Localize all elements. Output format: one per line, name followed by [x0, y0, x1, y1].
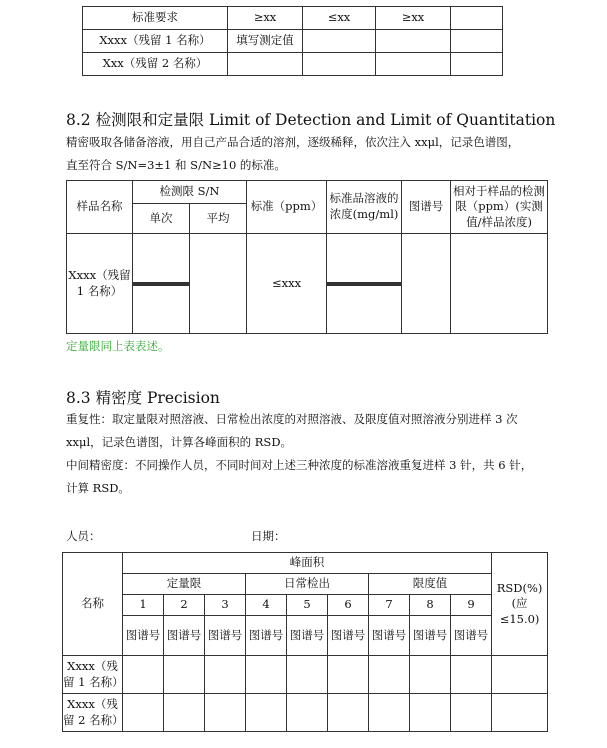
header-name: 名称 — [63, 553, 123, 656]
header-average: 平均 — [190, 204, 247, 234]
date-label: 日期： — [251, 529, 286, 543]
header-number: 2 — [164, 595, 205, 616]
table-row — [63, 553, 548, 574]
header-chrom: 图谱号 — [246, 616, 287, 656]
table-cell: ≥xx — [376, 7, 451, 30]
section-heading: 8.3 精密度 Precision — [66, 389, 220, 407]
header-group: 定量限 — [123, 574, 246, 595]
table-row — [63, 656, 548, 694]
table-cell — [303, 30, 376, 53]
header-chrom: 图谱号 — [287, 616, 328, 656]
header-number: 3 — [205, 595, 246, 616]
header-chrom: 图谱号 — [410, 616, 451, 656]
header-chrom: 图谱号 — [164, 616, 205, 656]
table-row — [67, 181, 548, 204]
header-group: 限度值 — [369, 574, 492, 595]
table-cell: Xxxx（残留 1 名称） — [83, 30, 228, 53]
header-concentration: 标准品溶液的浓度(mg/ml) — [327, 181, 402, 234]
row-name: Xxxx（残留 2 名称） — [63, 694, 123, 732]
header-number: 9 — [451, 595, 492, 616]
header-sample-name: 样品名称 — [67, 181, 133, 234]
table-cell — [451, 234, 548, 334]
header-number: 7 — [369, 595, 410, 616]
header-group: 日常检出 — [246, 574, 369, 595]
header-chrom: 图谱号 — [369, 616, 410, 656]
table-row — [63, 694, 548, 732]
header-number: 1 — [123, 595, 164, 616]
table-cell — [190, 234, 247, 334]
table-row — [83, 53, 503, 76]
header-number: 6 — [328, 595, 369, 616]
table-cell — [376, 30, 451, 53]
table-cell: 填写测定值 — [228, 30, 303, 53]
table-cell — [451, 7, 503, 30]
header-peak-area: 峰面积 — [123, 553, 492, 574]
table-cell: Xxx（残留 2 名称） — [83, 53, 228, 76]
sample-name-cell: Xxxx（残留 1 名称） — [67, 234, 133, 334]
header-standard: 标准（ppm） — [247, 181, 327, 234]
header-chrom: 图谱号 — [123, 616, 164, 656]
header-relative-limit: 相对于样品的检测限（ppm）(实测值/样品浓度) — [451, 181, 548, 234]
table-cell: ≤xx — [303, 7, 376, 30]
table-cell — [303, 53, 376, 76]
table-row — [83, 7, 503, 30]
header-sn: 检测限 S/N — [133, 181, 247, 204]
table-cell — [451, 30, 503, 53]
requirement-table — [82, 6, 503, 76]
table-cell — [451, 53, 503, 76]
header-number: 8 — [410, 595, 451, 616]
table-row — [83, 30, 503, 53]
paragraph: 重复性：取定量限对照溶液、日常检出浓度的对照溶液、及限度值对照溶液分别进样 3 次 xxμl，记录色谱图，计算各峰面积的 RSD。 中间精密度：不同操作人员，不同时间对上述三种浓度的标准溶液重复进样 3 针，共 6 针， 计算 RSD。 — [66, 412, 533, 495]
header-number: 4 — [246, 595, 287, 616]
table-cell — [228, 53, 303, 76]
table-row — [63, 595, 548, 616]
table-cell — [402, 234, 451, 334]
person-label: 人员： — [66, 529, 101, 543]
concentration-cell-stack — [327, 234, 402, 334]
header-single: 单次 — [133, 204, 190, 234]
table-cell — [376, 53, 451, 76]
header-chromatogram: 图谱号 — [402, 181, 451, 234]
precision-table — [62, 552, 548, 732]
header-chrom: 图谱号 — [205, 616, 246, 656]
single-cell-stack — [133, 234, 190, 334]
header-chrom: 图谱号 — [451, 616, 492, 656]
section-heading: 8.2 检测限和定量限 Limit of Detection and Limit of Quantitation — [66, 111, 556, 129]
header-chrom: 图谱号 — [328, 616, 369, 656]
note-text: 定量限同上表表述。 — [66, 339, 170, 353]
table-row — [67, 234, 548, 334]
table-cell: ≥xx — [228, 7, 303, 30]
table-row — [63, 616, 548, 656]
table-cell: 标准要求 — [83, 7, 228, 30]
header-rsd: RSD(%)(应≤15.0) — [492, 553, 548, 656]
table-row — [63, 574, 548, 595]
standard-cell: ≤xxx — [247, 234, 327, 334]
header-number: 5 — [287, 595, 328, 616]
row-name: Xxxx（残留 1 名称） — [63, 656, 123, 694]
detection-limit-table — [66, 180, 548, 334]
paragraph: 精密吸取各储备溶液，用自己产品合适的溶剂，逐级稀释，依次注入 xxμl，记录色谱图， 直至符合 S/N=3±1 和 S/N≥10 的标准。 — [66, 135, 520, 172]
